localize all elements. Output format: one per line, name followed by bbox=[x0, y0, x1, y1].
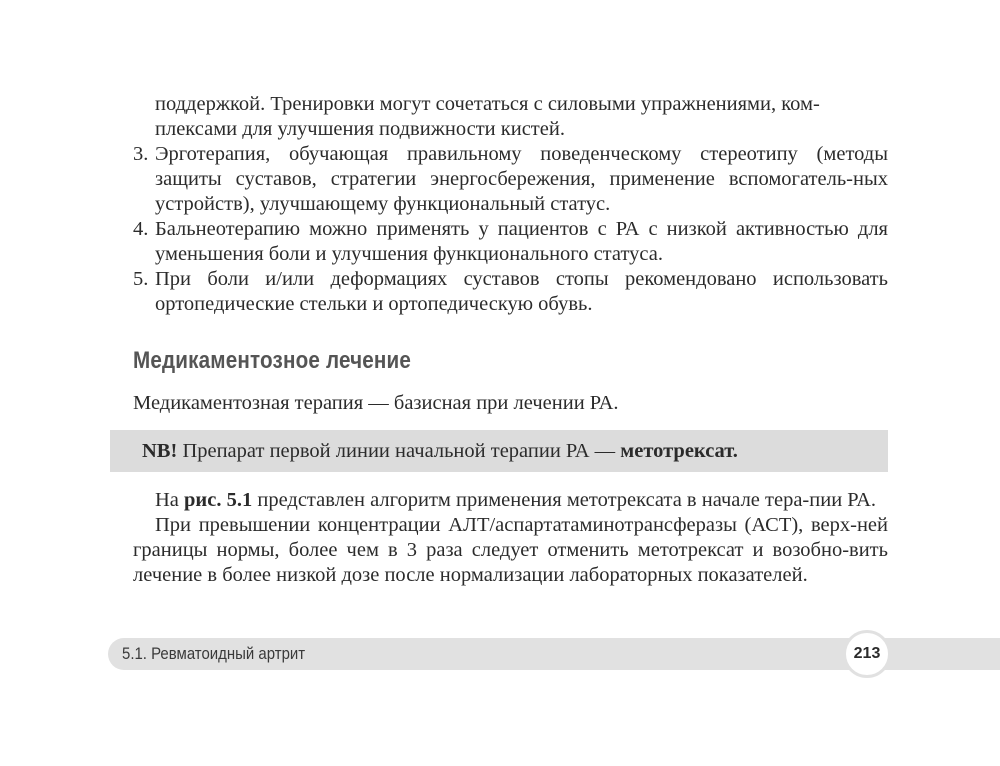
list-item-number: 4. bbox=[133, 218, 149, 240]
list-item-text: При боли и/или деформациях суставов стопы рекомендовано использовать ортопедические стельки и ортопедическую обувь. bbox=[155, 268, 888, 315]
list-item-text: Эрготерапия, обучающая правильному поведенческому стереотипу (методы защиты суставов, стратегии энергосбережения, применение вспомогатель-ных устройств), улучшающему функциональный статус. bbox=[155, 143, 888, 215]
figure-reference-paragraph bbox=[133, 488, 888, 513]
alt-ast-paragraph: При превышении концентрации АЛТ/аспартатаминотрансферазы (АСТ), верх-ней границы нормы, более чем в 3 раза следует отменить метотрексат и возобно-вить лечение в более низкой дозе после нормализации лабораторных показателей. bbox=[133, 514, 888, 586]
nb-callout bbox=[110, 430, 888, 472]
continuation-paragraph bbox=[133, 92, 888, 142]
nb-body: Препарат первой линии начальной терапии РА — bbox=[182, 440, 616, 462]
page-number-badge bbox=[843, 630, 891, 678]
body-paragraphs bbox=[133, 488, 888, 588]
page-number: 213 bbox=[853, 645, 881, 662]
page-body bbox=[133, 92, 888, 416]
continuation-line-2: плексами для улучшения подвижности кистей. bbox=[155, 118, 565, 140]
list-item bbox=[133, 142, 888, 217]
lead-paragraph: Медикаментозная терапия — базисная при лечении РА. bbox=[133, 392, 619, 414]
paragraph-1-start: На bbox=[155, 489, 179, 511]
recommendation-list bbox=[133, 142, 888, 317]
section-heading: Медикаментозное лечение bbox=[133, 347, 412, 374]
list-item-number: 3. bbox=[133, 143, 149, 165]
list-item-number: 5. bbox=[133, 268, 149, 290]
figure-reference: рис. 5.1 bbox=[184, 489, 253, 511]
nb-emphasis: метотрексат. bbox=[620, 440, 738, 462]
list-item-text: Бальнеотерапию можно применять у пациентов с РА с низкой активностью для уменьшения боли и улучшения функционального статуса. bbox=[155, 218, 888, 265]
list-item bbox=[133, 267, 888, 317]
list-item bbox=[133, 217, 888, 267]
nb-label: NB! bbox=[142, 440, 178, 462]
nb-text bbox=[142, 439, 738, 464]
continuation-line-1: поддержкой. Тренировки могут сочетаться с силовыми упражнениями, ком- bbox=[155, 93, 820, 115]
paragraph-1-rest: представлен алгоритм применения метотрексата в начале тера-пии РА. bbox=[257, 489, 876, 511]
footer-section-title: 5.1. Ревматоидный артрит bbox=[122, 644, 306, 663]
